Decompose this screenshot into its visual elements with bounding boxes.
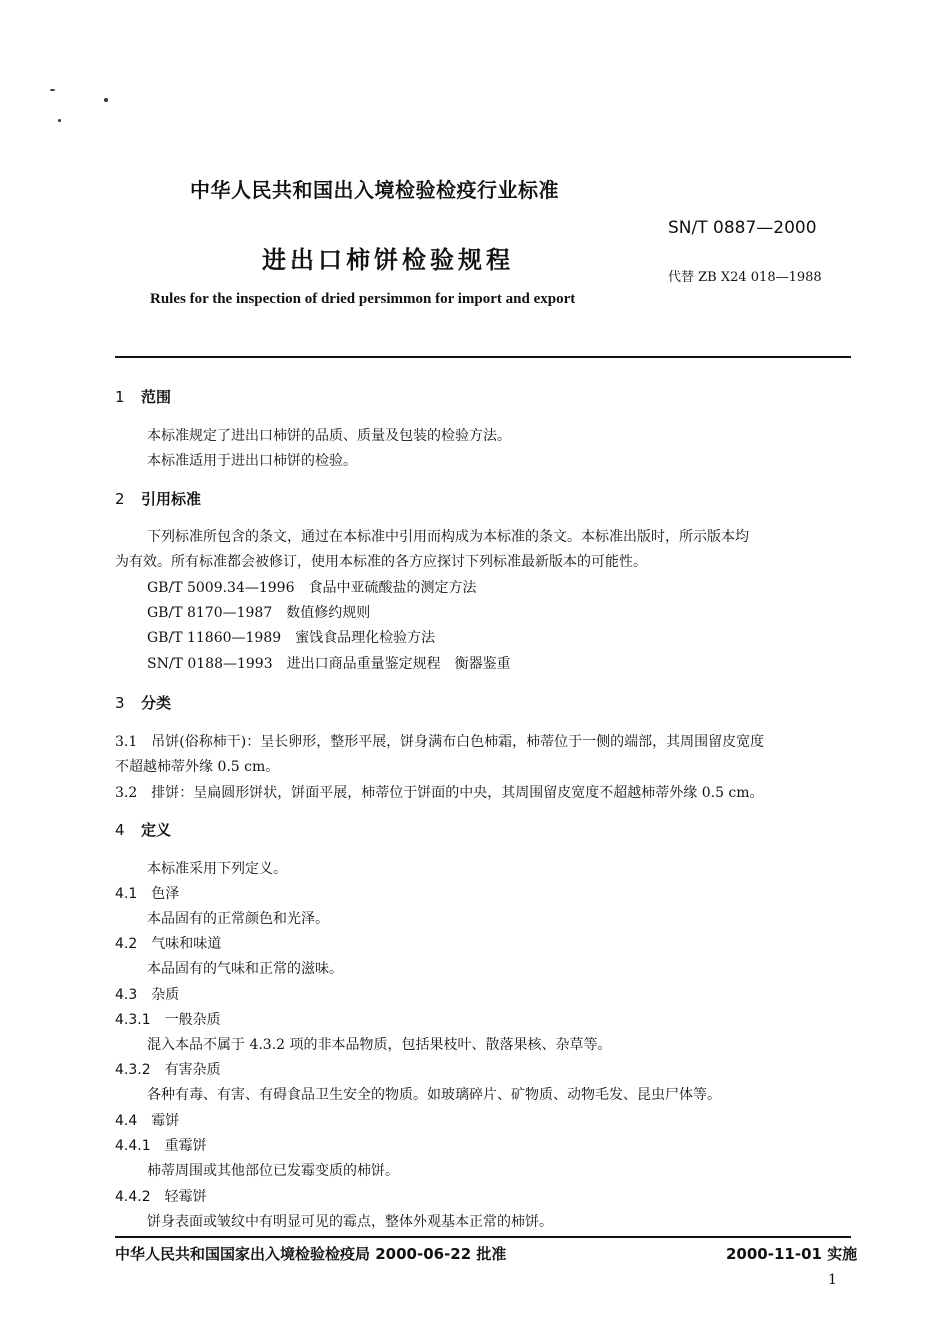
section-title: 范围 bbox=[141, 388, 172, 406]
section-number: 3 bbox=[115, 694, 125, 712]
reference-item bbox=[147, 577, 477, 597]
section-heading bbox=[115, 819, 171, 840]
section-number: 4 bbox=[115, 821, 125, 839]
page-number: 1 bbox=[828, 1272, 837, 1288]
reference-item bbox=[147, 602, 370, 622]
replaces-standard: 代替 ZB X24 018—1988 bbox=[668, 270, 822, 285]
clause-text: 混入本品不属于 4.3.2 项的非本品物质，包括果枝叶、散落果核、杂草等。 bbox=[147, 1037, 612, 1053]
section-title: 定义 bbox=[141, 821, 172, 839]
scan-speck bbox=[50, 89, 55, 91]
scan-speck bbox=[104, 98, 108, 102]
standard-number: SN/T 0887—2000 bbox=[668, 218, 817, 238]
section-heading bbox=[115, 488, 201, 509]
paragraph: 本标准采用下列定义。 bbox=[147, 861, 287, 877]
section-title: 分类 bbox=[141, 694, 172, 712]
reference-code: GB/T 8170—1987 bbox=[147, 605, 273, 621]
document-title-english: Rules for the inspection of dried persimmon for import and export bbox=[150, 291, 576, 307]
section-heading bbox=[115, 692, 171, 713]
reference-title: 食品中亚硫酸盐的测定方法 bbox=[308, 580, 477, 596]
section-number: 2 bbox=[115, 490, 125, 508]
clause-label: 4.3.1 一般杂质 bbox=[115, 1012, 221, 1028]
paragraph: 本标准适用于进出口柿饼的检验。 bbox=[147, 453, 357, 469]
section-heading bbox=[115, 386, 171, 407]
reference-title: 数值修约规则 bbox=[286, 605, 371, 621]
scan-speck bbox=[58, 119, 61, 122]
reference-code: GB/T 5009.34—1996 bbox=[147, 580, 295, 596]
clause-text: 柿蒂周围或其他部位已发霉变质的柿饼。 bbox=[147, 1163, 399, 1179]
clause-text: 本品固有的气味和正常的滋味。 bbox=[147, 961, 343, 977]
clause-label: 4.2 气味和味道 bbox=[115, 936, 222, 952]
clause-text: 饼身表面或皱纹中有明显可见的霉点，整体外观基本正常的柿饼。 bbox=[147, 1214, 553, 1230]
reference-item bbox=[147, 627, 435, 647]
section-number: 1 bbox=[115, 388, 125, 406]
clause-text: 3.2 排饼：呈扁圆形饼状，饼面平展，柿蒂位于饼面的中央，其周围留皮宽度不超越柿蒂外缘 0.5 cm。 bbox=[115, 785, 764, 801]
clause-label: 4.3.2 有害杂质 bbox=[115, 1062, 221, 1078]
footer-divider bbox=[115, 1236, 851, 1238]
clause-label: 4.4.2 轻霉饼 bbox=[115, 1189, 207, 1205]
clause-label: 4.4.1 重霉饼 bbox=[115, 1138, 207, 1154]
clause-label: 4.3 杂质 bbox=[115, 987, 180, 1003]
clause-text: 本品固有的正常颜色和光泽。 bbox=[147, 911, 329, 927]
issuing-body-heading: 中华人民共和国出入境检验检疫行业标准 bbox=[190, 178, 559, 202]
clause-text: 不超越柿蒂外缘 0.5 cm。 bbox=[115, 759, 280, 775]
paragraph: 本标准规定了进出口柿饼的品质、质量及包装的检验方法。 bbox=[147, 428, 511, 444]
clause-text: 3.1 吊饼(俗称柿干)：呈长卵形，整形平展，饼身满布白色柿霜，柿蒂位于一侧的端部，其周围留皮宽度 bbox=[115, 734, 765, 750]
reference-title: 进出口商品重量鉴定规程 衡器鉴重 bbox=[286, 656, 511, 672]
document-title: 进出口柿饼检验规程 bbox=[262, 246, 514, 274]
clause-text: 各种有毒、有害、有碍食品卫生安全的物质。如玻璃碎片、矿物质、动物毛发、昆虫尸体等。 bbox=[147, 1087, 721, 1103]
reference-code: GB/T 11860—1989 bbox=[147, 630, 282, 646]
implementation-date: 2000-11-01 实施 bbox=[726, 1245, 858, 1263]
paragraph: 为有效。所有标准都会被修订，使用本标准的各方应探讨下列标准最新版本的可能性。 bbox=[115, 554, 647, 570]
clause-label: 4.1 色泽 bbox=[115, 886, 180, 902]
reference-title: 蜜饯食品理化检验方法 bbox=[295, 630, 436, 646]
clause-label: 4.4 霉饼 bbox=[115, 1113, 180, 1129]
reference-code: SN/T 0188—1993 bbox=[147, 656, 273, 672]
paragraph: 下列标准所包含的条文，通过在本标准中引用而构成为本标准的条文。本标准出版时，所示版本均 bbox=[147, 529, 749, 545]
section-title: 引用标准 bbox=[141, 490, 202, 508]
approval-line: 中华人民共和国国家出入境检验检疫局 2000-06-22 批准 bbox=[115, 1245, 507, 1263]
reference-item bbox=[147, 653, 511, 673]
header-divider bbox=[115, 356, 851, 358]
